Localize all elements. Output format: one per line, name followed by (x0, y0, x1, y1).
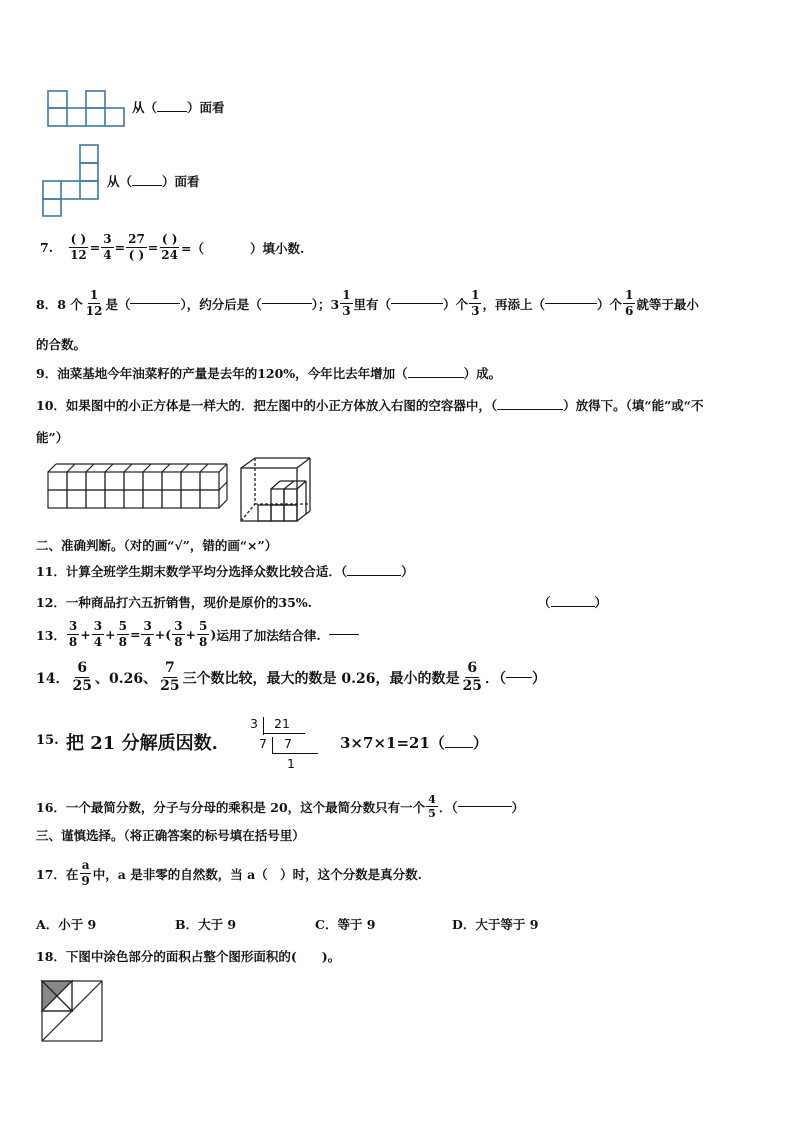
cube-face (143, 472, 162, 490)
question-15-equation: 3×7×1=21（ ） (340, 734, 488, 752)
question-8: 8．8 个 $\frac{1}{12}$ 是（ ），约分后是（ ）；3 $\frac{1}{3}$ 里有（ ）个 $\frac{1}{3}$ ，再添上（ ）个 $\frac{1}{6}$ 就等于最小 (36, 288, 699, 318)
cube-face (124, 472, 143, 490)
cube-face (200, 472, 219, 490)
question-8-line2: 的合数。 (36, 337, 87, 352)
cube-face (162, 490, 181, 508)
fraction: $\frac{3}{8}$ (68, 619, 78, 649)
question-17: 17．在 $\frac{a}{9}$ 中，a 是非零的自然数，当 a（ ）时，这个分数是真分数. (36, 858, 423, 888)
question-9: 9．油菜基地今年油菜籽的产量是去年的120%，今年比去年增加（ ）成。 (36, 366, 502, 381)
cube-edge (219, 464, 227, 472)
question-15-title: 把 21 分解质因数. (66, 733, 218, 754)
fraction: $\frac{3}{4}$ (93, 619, 103, 649)
fraction: $\frac{1}{6}$ (624, 288, 634, 318)
fraction: $\frac{6}{25}$ (72, 660, 92, 694)
cube-face (162, 472, 181, 490)
fraction: $\frac{1}{12}$ (85, 288, 103, 318)
cube-stack-figure (46, 462, 231, 510)
cube-face (124, 490, 143, 508)
question-15-number: 15. (36, 733, 59, 748)
view-grid-b (42, 144, 102, 218)
cube-edge (219, 482, 227, 490)
question-18: 18．下图中涂色部分的面积占整个图形面积的( )。 (36, 949, 341, 964)
cube-edge (143, 464, 151, 472)
option-b[interactable]: B．大于 9 (175, 917, 237, 932)
view-grid-a (47, 90, 127, 128)
fraction: $\frac{( )}{12}$ (70, 232, 87, 262)
fraction: $\frac{6}{25}$ (462, 660, 483, 694)
question-14: 14． $\frac{6}{25}$ 、0.26、 $\frac{7}{25}$ 三个数比较，最大的数是 0.26，最小的数是 $\frac{6}{25}$ ．（ ） (36, 660, 547, 694)
shaded-square-figure (41, 980, 105, 1044)
cube-edge (162, 464, 170, 472)
question-7: 7. $\frac{( )}{12}$ = $\frac{3}{4}$ = $\frac{27}{( )}$ = $\frac{( )}{24}$ =（ ）填小数. (40, 232, 305, 262)
cube-face (86, 472, 105, 490)
question-12: 12．一种商品打六五折销售，现价是原价的35%. (36, 595, 313, 610)
cube-edge (124, 464, 132, 472)
cube-edge (48, 464, 56, 472)
fraction: $\frac{3}{4}$ (103, 232, 112, 262)
fraction: $\frac{a}{9}$ (81, 858, 90, 888)
cube-edge (105, 464, 113, 472)
fraction: $\frac{3}{8}$ (174, 619, 183, 649)
section-3-heading: 三、谨慎选择。（将正确答案的标号填在括号里） (36, 828, 305, 843)
section-2-heading: 二、准确判断。（对的画“√”，错的画“×”） (36, 538, 278, 553)
option-c[interactable]: C．等于 9 (315, 917, 376, 932)
cube-face (67, 490, 86, 508)
cube-face (48, 490, 67, 508)
cube-face (105, 490, 124, 508)
cube-face (181, 490, 200, 508)
question-10-line2: 能”） (36, 430, 69, 445)
question-12-answer: （ ） (538, 595, 608, 610)
cube-edge (67, 464, 75, 472)
cube-face (86, 490, 105, 508)
cube-edge (200, 464, 208, 472)
option-a[interactable]: A．小于 9 (36, 917, 97, 932)
cube-face (67, 472, 86, 490)
fraction: $\frac{27}{( )}$ (128, 232, 145, 262)
cube-edge (86, 464, 94, 472)
cube-face (200, 490, 219, 508)
cube-face (105, 472, 124, 490)
cube-face (143, 490, 162, 508)
short-division: 3 21 7 7 1 (250, 716, 330, 772)
container-figure (238, 456, 313, 524)
fraction: $\frac{7}{25}$ (160, 660, 180, 694)
view-label-a: 从（ ）面看 (132, 100, 225, 115)
fraction: $\frac{1}{3}$ (471, 288, 480, 318)
view-label-b: 从（ ）面看 (107, 174, 200, 189)
fraction: $\frac{( )}{24}$ (161, 232, 178, 262)
fraction: $\frac{5}{8}$ (118, 619, 127, 649)
option-d[interactable]: D．大于等于 9 (452, 917, 539, 932)
fraction: $\frac{5}{8}$ (199, 619, 208, 649)
question-11: 11．计算全班学生期末数学平均分选择众数比较合适．（ ） (36, 564, 414, 579)
fraction: $\frac{3}{4}$ (143, 619, 152, 649)
fraction: $\frac{4}{5}$ (428, 793, 436, 820)
cube-edge (181, 464, 189, 472)
cube-edge (219, 500, 227, 508)
cube-face (181, 472, 200, 490)
question-10: 10．如果图中的小正方体是一样大的．把左图中的小正方体放入右图的空容器中，（ ）放得下。（填“能”或“不 (36, 398, 704, 413)
fraction: $\frac{1}{3}$ (342, 288, 351, 318)
question-13: 13． $\frac{3}{8}$ + $\frac{3}{4}$ + $\frac{5}{8}$ = $\frac{3}{4}$ +( $\frac{3}{8}$ + $\frac{5}{8}$ ) 运用了加法结合律. (36, 619, 359, 650)
question-16: 16．一个最简分数，分子与分母的乘积是 20，这个最简分数只有一个 $\frac{4}{5}$ ．（ ） (36, 793, 525, 820)
cube-face (48, 472, 67, 490)
